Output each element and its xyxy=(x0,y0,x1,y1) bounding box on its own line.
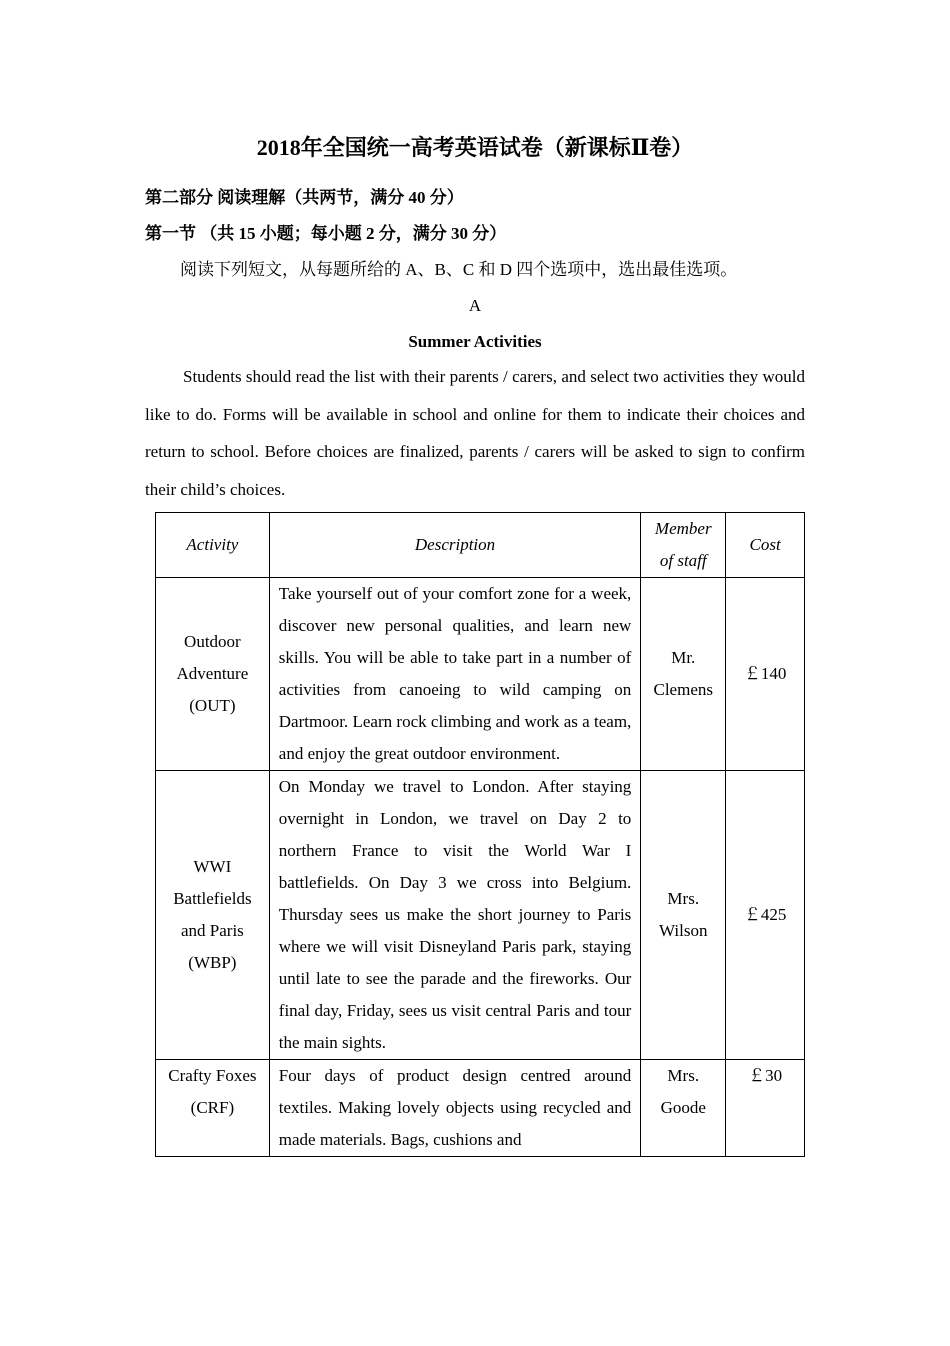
activity-name: Outdoor Adventure (OUT) xyxy=(156,578,270,771)
table-row xyxy=(156,1060,805,1157)
activity-name: Crafty Foxes (CRF) xyxy=(156,1060,270,1157)
table-header-row xyxy=(156,513,805,578)
header-activity: Activity xyxy=(156,513,270,578)
exam-title: 2018年全国统一高考英语试卷（新课标Ⅱ卷） xyxy=(256,135,694,160)
staff-member: Mr. Clemens xyxy=(641,578,726,771)
table-row xyxy=(156,578,805,771)
staff-member: Mrs. Goode xyxy=(641,1060,726,1157)
instruction-text: 阅读下列短文，从每题所给的 A、B、C 和 D 四个选项中，选出最佳选项。 xyxy=(180,260,738,279)
activity-description: Take yourself out of your comfort zone for a week, discover new personal qualities, and learn new skills. You will be able to take part in a number of activities from canoeing to wild camping on Dartmoor. Learn rock climbing and work as a team, and enjoy the great outdoor environment. xyxy=(269,578,641,771)
activity-description xyxy=(269,1060,641,1157)
table-row xyxy=(156,771,805,1060)
activities-table xyxy=(155,512,805,1157)
passage-title: Summer Activities xyxy=(408,332,542,351)
header-cost: Cost xyxy=(726,513,805,578)
activity-cost: ￡30 xyxy=(726,1060,805,1157)
activity-cost: ￡140 xyxy=(726,578,805,771)
activity-description-text: Four days of product design centred around textiles. Making lovely objects using recycled and made materials. Bags, cushions and xyxy=(278,1066,632,1149)
header-description: Description xyxy=(269,513,641,578)
activity-description: On Monday we travel to London. After staying overnight in London, we travel on Day 2 to northern France to visit the World War I battlefields. On Day 3 we cross into Belgium. Thursday sees us make the short journey to Paris where we will visit Disneyland Paris park, staying until late to see the parade and the fireworks. Our final day, Friday, sees us visit central Paris and tour the main sights. xyxy=(269,771,641,1060)
section-heading: 第一节 （共 15 小题；每小题 2 分，满分 30 分） xyxy=(145,224,507,243)
activity-cost: ￡425 xyxy=(726,771,805,1060)
header-staff: Member of staff xyxy=(641,513,726,578)
passage-intro: Students should read the list with their parents / carers, and select two activities they would like to do. Forms will be available in school and online for them to indicate their choices and return to school. Before choices are finalized, parents / carers will be asked to sign to confirm their child’s choices. xyxy=(145,367,805,499)
activity-name: WWI Battlefields and Paris (WBP) xyxy=(156,771,270,1060)
part-heading: 第二部分 阅读理解（共两节，满分 40 分） xyxy=(145,188,464,207)
staff-member: Mrs. Wilson xyxy=(641,771,726,1060)
passage-letter: A xyxy=(468,296,482,315)
